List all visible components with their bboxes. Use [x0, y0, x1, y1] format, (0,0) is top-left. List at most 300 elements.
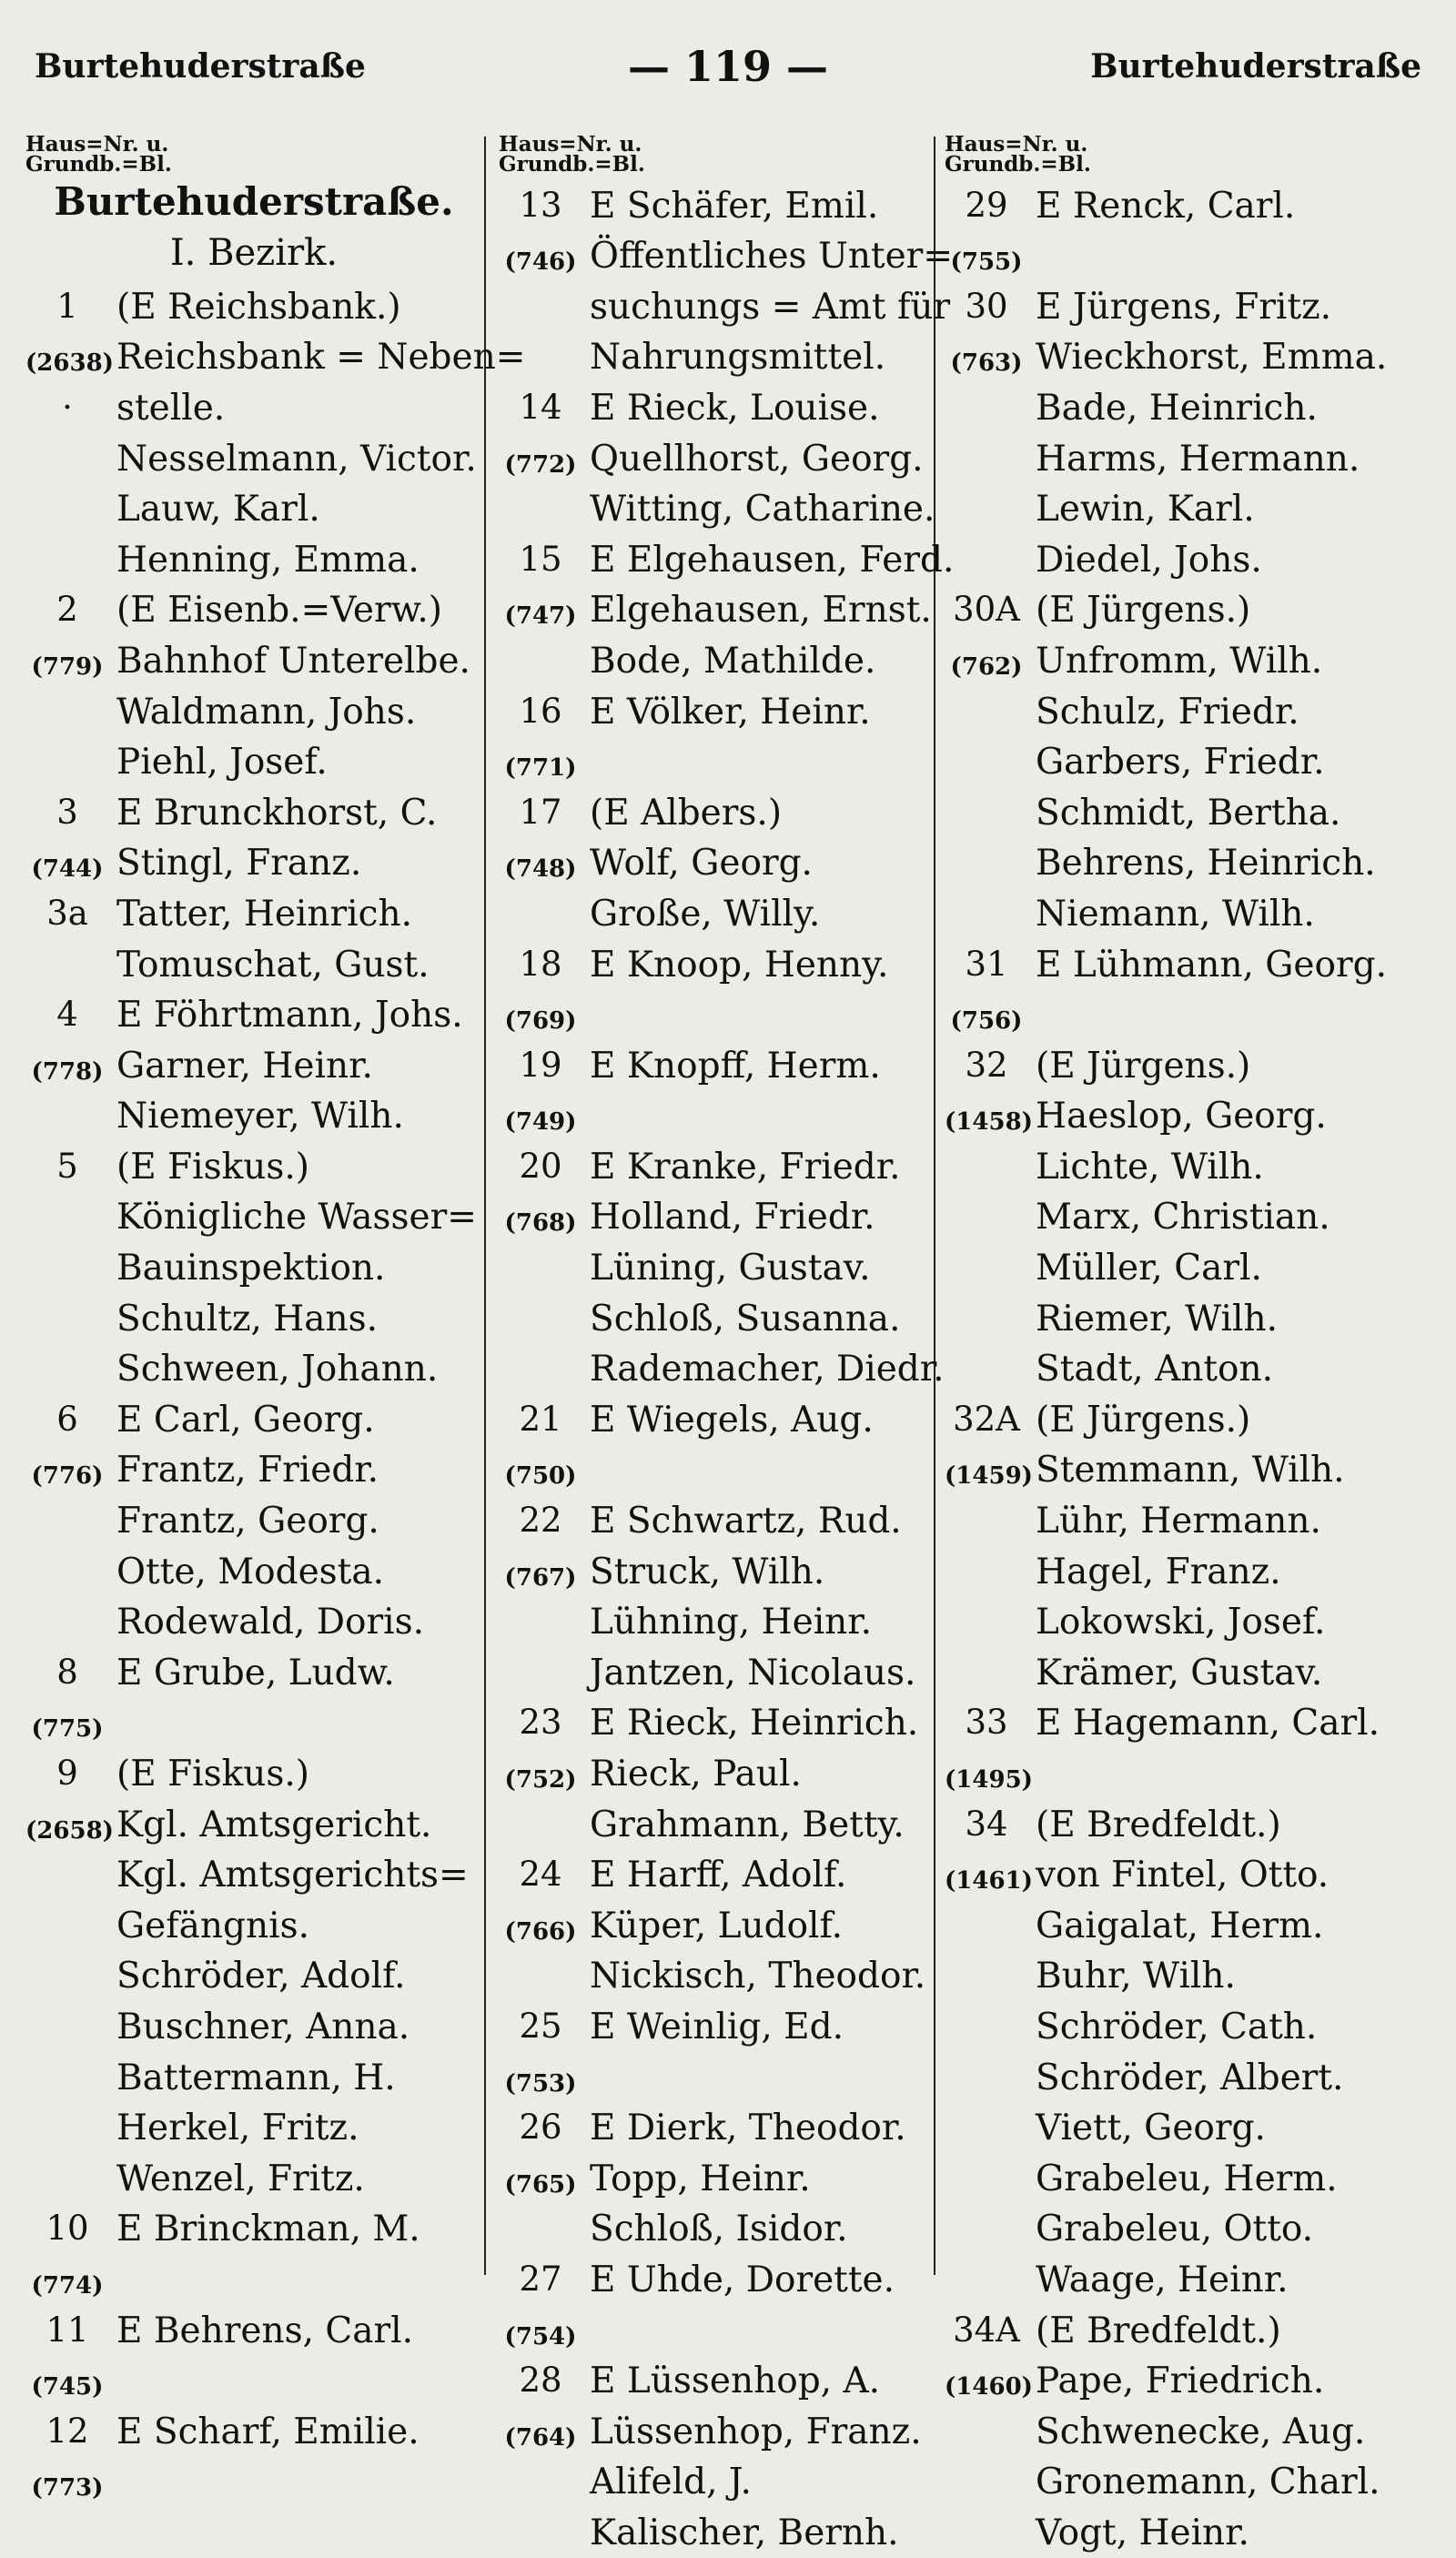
house-number: 25 — [519, 2006, 562, 2046]
house-number: 30A — [953, 590, 1020, 630]
house-number: 30 — [965, 286, 1008, 326]
list-item — [945, 1951, 1436, 2002]
register-number: (754) — [504, 2322, 577, 2351]
list-item — [945, 1344, 1436, 1395]
register-number: (1461) — [945, 1867, 1033, 1896]
column-header — [25, 132, 482, 177]
resident-entry: suchungs = Amt für — [590, 286, 951, 328]
resident-entry: stelle. — [116, 387, 226, 429]
register-number: (765) — [504, 2170, 577, 2199]
resident-entry: Garbers, Friedr. — [1036, 742, 1325, 784]
list-item — [499, 737, 930, 788]
resident-entry: Schmidt, Bertha. — [1036, 792, 1341, 834]
resident-entry: E Rieck, Heinrich. — [590, 1703, 919, 1744]
house-number: 32A — [953, 1399, 1020, 1439]
resident-entry: Rieck, Paul. — [590, 1754, 802, 1795]
list-item — [945, 231, 1436, 282]
house-number: 12 — [46, 2411, 89, 2451]
resident-entry: Marx, Christian. — [1036, 1197, 1330, 1239]
house-number: 1 — [56, 286, 78, 326]
resident-entry: Stadt, Anton. — [1036, 1349, 1274, 1390]
list-item — [945, 2254, 1436, 2305]
list-item — [499, 1698, 930, 1749]
column-2 — [499, 132, 955, 2558]
house-number: 27 — [519, 2259, 562, 2299]
list-item — [945, 281, 1436, 332]
resident-entry: Lauw, Karl. — [116, 489, 320, 531]
resident-entry: Kgl. Amtsgerichts= — [116, 1855, 469, 1896]
register-number: (762) — [950, 652, 1023, 681]
house-number: 17 — [519, 792, 562, 832]
resident-entry: Nahrungsmittel. — [590, 337, 886, 379]
column-header-line1: Haus=Nr. u. — [499, 132, 642, 157]
list-item — [499, 1951, 930, 2002]
resident-entry: (E Jürgens.) — [1036, 590, 1251, 632]
column-header — [499, 132, 930, 177]
list-item — [25, 180, 482, 231]
list-item — [25, 1242, 482, 1293]
house-number: 8 — [56, 1652, 78, 1692]
list-item — [499, 1445, 930, 1496]
list-item — [25, 2406, 482, 2457]
list-item — [945, 2153, 1436, 2204]
resident-entry: Tomuschat, Gust. — [116, 944, 430, 986]
register-number: (764) — [504, 2423, 577, 2452]
house-number: 6 — [56, 1399, 78, 1439]
register-number: (774) — [31, 2271, 104, 2300]
list-item — [945, 484, 1436, 535]
resident-entry: Niemeyer, Wilh. — [116, 1096, 404, 1137]
column-header-line2: Grundb.=Bl. — [945, 152, 1091, 177]
resident-entry: Riemer, Wilh. — [1036, 1298, 1278, 1340]
list-item — [945, 888, 1436, 939]
house-number: 24 — [519, 1855, 562, 1895]
resident-entry: Unfromm, Wilh. — [1036, 640, 1323, 682]
register-number: (1495) — [945, 1766, 1033, 1794]
list-item — [499, 1293, 930, 1344]
house-number: 32 — [965, 1045, 1008, 1085]
resident-entry: (E Fiskus.) — [116, 1754, 310, 1795]
resident-entry: Piehl, Josef. — [116, 742, 328, 784]
house-number: 20 — [519, 1146, 562, 1186]
resident-entry: Stemmann, Wilh. — [1036, 1450, 1345, 1491]
list-item — [945, 1647, 1436, 1698]
list-item — [25, 990, 482, 1041]
resident-entry: Tatter, Heinrich. — [116, 893, 412, 935]
resident-entry: Gaigalat, Herm. — [1036, 1905, 1324, 1946]
resident-entry: Kalischer, Bernh. — [590, 2512, 899, 2553]
resident-entry: Quellhorst, Georg. — [590, 438, 924, 480]
list-item — [25, 2254, 482, 2305]
list-item — [945, 1546, 1436, 1597]
list-item — [499, 231, 954, 282]
house-number: 34A — [953, 2310, 1020, 2350]
resident-entry: Rodewald, Doris. — [116, 1602, 425, 1643]
list-item — [945, 939, 1436, 990]
list-item — [499, 180, 930, 231]
list-item — [25, 231, 482, 282]
list-item — [945, 382, 1436, 433]
list-item — [499, 1242, 930, 1293]
resident-entry: Henning, Emma. — [116, 539, 420, 581]
resident-entry: Schwenecke, Aug. — [1036, 2411, 1366, 2452]
register-number: (752) — [504, 1766, 577, 1794]
resident-entry: Große, Willy. — [590, 893, 821, 935]
resident-entry: Schultz, Hans. — [116, 1298, 379, 1340]
list-item — [945, 1192, 1436, 1243]
resident-entry: Herkel, Fritz. — [116, 2108, 359, 2149]
resident-entry: Kgl. Amtsgericht. — [116, 1804, 432, 1845]
resident-entry: Diedel, Johs. — [1036, 539, 1262, 581]
resident-entry: E Harff, Adolf. — [590, 1855, 847, 1896]
list-item — [945, 2103, 1436, 2154]
resident-entry: Niemann, Wilh. — [1036, 893, 1315, 935]
list-item — [499, 787, 930, 838]
list-item — [499, 686, 930, 737]
resident-entry: Öffentliches Unter= — [590, 236, 954, 278]
list-item — [945, 1141, 1436, 1192]
list-item — [25, 686, 482, 737]
list-item — [25, 2153, 482, 2204]
house-number: 11 — [46, 2310, 89, 2350]
resident-entry: Krämer, Gustav. — [1036, 1652, 1323, 1694]
list-item — [25, 332, 526, 383]
house-number: 15 — [519, 539, 562, 579]
resident-entry: E Jürgens, Fritz. — [1036, 286, 1332, 328]
resident-entry: Lichte, Wilh. — [1036, 1146, 1264, 1188]
list-item — [499, 1597, 930, 1648]
list-item — [499, 888, 930, 939]
resident-entry: Königliche Wasser= — [116, 1197, 477, 1239]
resident-entry: Hagel, Franz. — [1036, 1551, 1281, 1592]
house-number: 3a — [46, 893, 88, 933]
list-item — [499, 332, 930, 383]
running-head-right: Burtehuderstraße — [1090, 47, 1421, 86]
house-number: 14 — [519, 387, 562, 427]
list-item — [25, 1040, 482, 1091]
resident-entry: E Lühmann, Georg. — [1036, 944, 1387, 986]
list-item — [25, 1344, 482, 1395]
list-item — [25, 2103, 482, 2154]
resident-entry: E Uhde, Dorette. — [590, 2259, 895, 2300]
resident-entry: Schulz, Friedr. — [1036, 691, 1299, 733]
list-item — [945, 2406, 1436, 2457]
resident-entry: von Fintel, Otto. — [1036, 1855, 1330, 1896]
list-item — [25, 585, 482, 636]
list-item — [499, 2204, 930, 2255]
column-1 — [25, 132, 526, 2507]
list-item — [945, 1040, 1436, 1091]
register-number: (1458) — [945, 1108, 1033, 1137]
resident-entry: E Elgehausen, Ferd. — [590, 539, 955, 581]
list-item — [499, 2457, 930, 2508]
list-item — [499, 2305, 930, 2356]
resident-entry: Holland, Friedr. — [590, 1197, 875, 1239]
resident-entry: Reichsbank = Neben= — [116, 337, 526, 379]
resident-entry: Bade, Heinrich. — [1036, 387, 1318, 429]
list-item — [499, 1344, 945, 1395]
list-item — [945, 180, 1436, 231]
list-item — [25, 1748, 482, 1799]
list-item — [25, 2052, 482, 2103]
resident-entry: E Hagemann, Carl. — [1036, 1703, 1380, 1744]
column-divider — [934, 136, 935, 2275]
resident-entry: E Carl, Georg. — [116, 1399, 375, 1441]
list-item — [25, 484, 482, 535]
list-item — [25, 2001, 482, 2052]
resident-entry: Rademacher, Diedr. — [590, 1349, 945, 1390]
resident-entry: Pape, Friedrich. — [1036, 2361, 1325, 2402]
resident-entry: Schloß, Isidor. — [590, 2209, 848, 2250]
resident-entry: Alifeld, J. — [590, 2462, 752, 2503]
resident-entry: Topp, Heinr. — [590, 2158, 811, 2199]
list-item — [499, 2254, 930, 2305]
resident-entry: Gefängnis. — [116, 1905, 310, 1946]
list-item — [945, 2001, 1436, 2052]
list-item — [499, 2001, 930, 2052]
register-number: (776) — [31, 1462, 104, 1491]
register-number: (763) — [950, 349, 1023, 378]
resident-entry: (E Reichsbank.) — [116, 286, 401, 328]
resident-entry: Behrens, Heinrich. — [1036, 843, 1376, 885]
resident-entry: Battermann, H. — [116, 2057, 396, 2098]
list-item — [25, 534, 482, 585]
list-item — [945, 1242, 1436, 1293]
list-item — [25, 1091, 482, 1142]
house-number: 2 — [56, 590, 78, 630]
list-item — [499, 2052, 930, 2103]
resident-entry: Lüning, Gustav. — [590, 1248, 871, 1289]
resident-entry: Wolf, Georg. — [590, 843, 813, 885]
resident-entry: E Kranke, Friedr. — [590, 1146, 901, 1188]
list-item — [25, 281, 482, 332]
column-header — [945, 132, 1436, 177]
page-number: — 119 — — [627, 42, 829, 91]
resident-entry: E Weinlig, Ed. — [590, 2006, 844, 2047]
list-item — [945, 433, 1436, 484]
list-item — [499, 635, 930, 686]
resident-entry: Jantzen, Nicolaus. — [590, 1652, 916, 1694]
house-number: · — [62, 387, 73, 427]
list-item — [499, 484, 935, 535]
resident-entry: Stingl, Franz. — [116, 843, 362, 885]
list-item — [499, 1192, 930, 1243]
list-item — [25, 1293, 482, 1344]
resident-entry: Waldmann, Johs. — [116, 691, 417, 733]
list-item — [25, 1850, 482, 1901]
resident-entry: (E Bredfeldt.) — [1036, 2310, 1281, 2351]
resident-entry: (E Bredfeldt.) — [1036, 1804, 1281, 1845]
list-item — [25, 1951, 482, 2002]
resident-entry: Lewin, Karl. — [1036, 489, 1255, 531]
list-item — [25, 939, 482, 990]
list-item — [945, 2507, 1436, 2558]
register-number: (748) — [504, 855, 577, 884]
resident-entry: Schröder, Albert. — [1036, 2057, 1344, 2098]
resident-entry: E Dierk, Theodor. — [590, 2108, 906, 2149]
list-item — [25, 1597, 482, 1648]
running-head-left: Burtehuderstraße — [35, 47, 366, 86]
list-item — [25, 1141, 482, 1192]
list-item — [945, 1495, 1436, 1546]
register-number: (756) — [950, 1007, 1023, 1036]
list-item — [25, 1192, 482, 1243]
column-divider — [484, 136, 486, 2275]
list-item — [945, 1698, 1436, 1749]
list-item — [945, 2457, 1436, 2508]
register-number: (773) — [31, 2474, 104, 2502]
list-item — [25, 888, 482, 939]
register-number: (746) — [504, 248, 577, 277]
register-number: (768) — [504, 1209, 577, 1238]
resident-entry: Buschner, Anna. — [116, 2006, 410, 2047]
resident-entry: E Scharf, Emilie. — [116, 2411, 420, 2452]
list-item — [945, 686, 1436, 737]
register-number: (766) — [504, 1917, 577, 1946]
list-item — [945, 635, 1436, 686]
list-item — [945, 1445, 1436, 1496]
resident-entry: Viett, Georg. — [1036, 2108, 1266, 2149]
street-title: Burtehuderstraße. — [54, 178, 454, 224]
list-item — [499, 1141, 930, 1192]
list-item — [945, 2356, 1436, 2407]
register-number: (1459) — [945, 1462, 1033, 1491]
resident-entry: Buhr, Wilh. — [1036, 1956, 1236, 1997]
house-number: 28 — [519, 2361, 562, 2401]
column-3 — [945, 132, 1436, 2558]
list-item — [499, 1748, 930, 1799]
list-item — [945, 838, 1436, 889]
list-item — [499, 1546, 930, 1597]
list-item — [945, 1091, 1436, 1142]
district-heading: I. Bezirk. — [169, 232, 339, 275]
list-item — [945, 1850, 1436, 1901]
resident-entry: Vogt, Heinr. — [1036, 2512, 1249, 2553]
house-number: 26 — [519, 2108, 562, 2148]
register-number: (769) — [504, 1007, 577, 1036]
list-item — [499, 990, 930, 1041]
resident-entry: Bahnhof Unterelbe. — [116, 640, 470, 682]
resident-entry: Küper, Ludolf. — [590, 1905, 843, 1946]
list-item — [499, 2103, 930, 2154]
house-number: 23 — [519, 1703, 562, 1743]
resident-entry: Grahmann, Betty. — [590, 1804, 905, 1845]
resident-entry: E Behrens, Carl. — [116, 2310, 413, 2351]
resident-entry: Nickisch, Theodor. — [590, 1956, 926, 1997]
list-item — [945, 1293, 1436, 1344]
list-item — [945, 1748, 1436, 1799]
house-number: 29 — [965, 185, 1008, 225]
resident-entry: Struck, Wilh. — [590, 1551, 825, 1592]
resident-entry: E Schwartz, Rud. — [590, 1501, 902, 1542]
resident-entry: Harms, Hermann. — [1036, 438, 1360, 480]
resident-entry: Lokowski, Josef. — [1036, 1602, 1326, 1643]
column-header-line1: Haus=Nr. u. — [25, 132, 169, 157]
house-number: 21 — [519, 1399, 562, 1439]
resident-entry: Otte, Modesta. — [116, 1551, 384, 1592]
list-item — [499, 1900, 930, 1951]
register-number: (771) — [504, 754, 577, 783]
house-number: 4 — [56, 995, 78, 1035]
column-header-line2: Grundb.=Bl. — [25, 152, 172, 177]
list-item — [499, 2406, 930, 2457]
list-item — [499, 1647, 930, 1698]
list-item — [499, 585, 930, 636]
list-item — [25, 2356, 482, 2407]
list-item — [25, 737, 482, 788]
list-item — [945, 585, 1436, 636]
register-number: (747) — [504, 602, 577, 631]
resident-entry: E Lüssenhop, A. — [590, 2361, 881, 2402]
list-item — [25, 1445, 482, 1496]
list-item — [945, 332, 1436, 383]
resident-entry: Garner, Heinr. — [116, 1045, 373, 1087]
list-item — [25, 1799, 482, 1850]
list-item — [25, 1546, 482, 1597]
resident-entry: E Brunckhorst, C. — [116, 792, 438, 834]
resident-entry: E Völker, Heinr. — [590, 691, 871, 733]
resident-entry: Elgehausen, Ernst. — [590, 590, 932, 632]
list-item — [25, 1900, 482, 1951]
resident-entry: E Knopff, Herm. — [590, 1045, 881, 1087]
list-item — [499, 1850, 930, 1901]
resident-entry: E Föhrtmann, Johs. — [116, 995, 463, 1036]
resident-entry: Schloß, Susanna. — [590, 1298, 901, 1340]
list-item — [25, 838, 482, 889]
resident-entry: Grabeleu, Herm. — [1036, 2158, 1338, 2199]
list-item — [945, 990, 1436, 1041]
house-number: 3 — [56, 792, 78, 832]
register-number: (749) — [504, 1108, 577, 1137]
resident-entry: Gronemann, Charl. — [1036, 2462, 1380, 2503]
house-number: 33 — [965, 1703, 1008, 1743]
list-item — [25, 1394, 482, 1445]
resident-entry: (E Jürgens.) — [1036, 1399, 1251, 1441]
resident-entry: Bode, Mathilde. — [590, 640, 876, 682]
house-number: 19 — [519, 1045, 562, 1085]
house-number: 5 — [56, 1146, 78, 1186]
house-number: 34 — [965, 1804, 1008, 1844]
resident-entry: E Knoop, Henny. — [590, 944, 889, 986]
list-item — [25, 2204, 482, 2255]
list-item — [25, 1495, 482, 1546]
register-number: (2638) — [25, 349, 114, 378]
resident-entry: (E Fiskus.) — [116, 1146, 310, 1188]
resident-entry: Frantz, Friedr. — [116, 1450, 379, 1491]
resident-entry: E Renck, Carl. — [1036, 185, 1296, 227]
register-number: (1460) — [945, 2373, 1033, 2401]
house-number: 10 — [46, 2209, 89, 2249]
register-number: (745) — [31, 2373, 104, 2401]
list-item — [25, 1647, 482, 1698]
house-number: 16 — [519, 691, 562, 731]
list-item — [945, 2204, 1436, 2255]
register-number: (750) — [504, 1462, 577, 1491]
register-number: (778) — [31, 1057, 104, 1086]
list-item — [499, 939, 930, 990]
register-number: (767) — [504, 1563, 577, 1592]
resident-entry: Lühr, Hermann. — [1036, 1501, 1321, 1542]
list-item — [499, 281, 951, 332]
list-item — [945, 1900, 1436, 1951]
list-item — [945, 2052, 1436, 2103]
resident-entry: Grabeleu, Otto. — [1036, 2209, 1314, 2250]
resident-entry: E Rieck, Louise. — [590, 387, 880, 429]
list-item — [25, 2457, 482, 2508]
list-item — [945, 737, 1436, 788]
resident-entry: Schween, Johann. — [116, 1349, 439, 1390]
list-item — [499, 1394, 930, 1445]
